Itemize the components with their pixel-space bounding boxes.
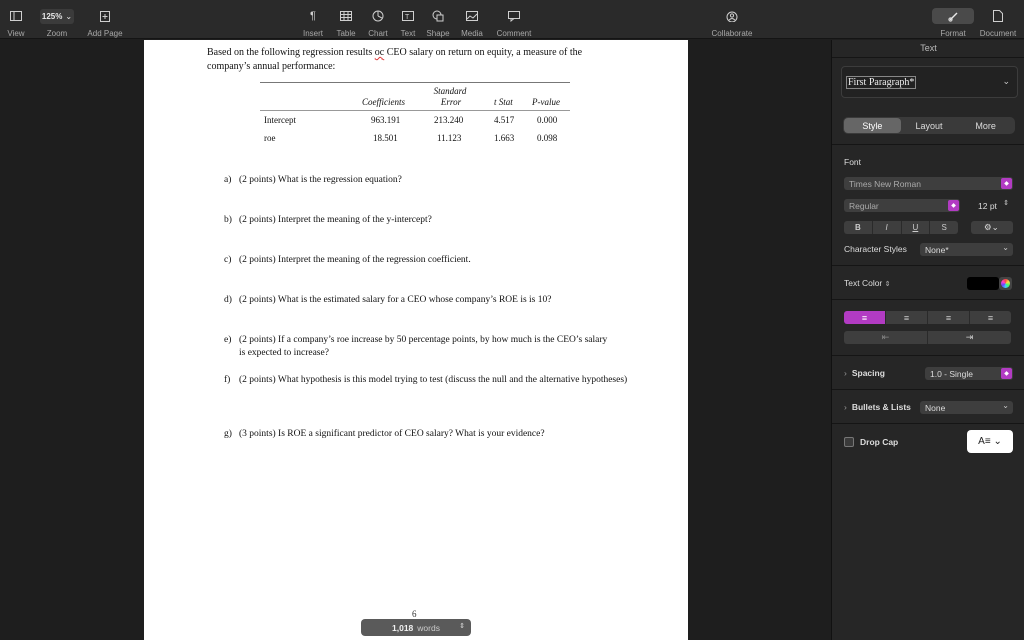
divider: [832, 299, 1024, 300]
question-b[interactable]: [224, 214, 634, 227]
bullets-value: None: [925, 402, 946, 413]
text-color-label[interactable]: Text Color ⇕: [844, 278, 891, 288]
zoom-label: Zoom: [46, 29, 68, 38]
divider: [832, 423, 1024, 424]
zoom-select[interactable]: [40, 9, 74, 24]
shape-label: Shape: [426, 29, 450, 38]
question-label: g): [224, 429, 232, 439]
cell-se: 11.123: [437, 133, 462, 143]
question-label: c): [224, 255, 232, 265]
question-text: (2 points) What hypothesis is this model trying to test (discuss the null and the alternative hypotheses): [239, 375, 628, 385]
format-sidebar: [831, 40, 1024, 640]
character-styles-label: Character Styles: [844, 244, 907, 254]
intro-paragraph[interactable]: [207, 46, 627, 74]
align-center-icon[interactable]: ≡: [886, 311, 928, 324]
alignment-buttons: [844, 311, 1011, 324]
cell-t: 1.663: [494, 133, 515, 143]
question-e[interactable]: [224, 334, 634, 360]
font-family-select[interactable]: [844, 177, 1013, 190]
intro-text-b: CEO salary on return on equity, a measure of the company’s annual performance:: [207, 47, 583, 72]
increase-indent-icon[interactable]: ⇥: [965, 332, 974, 342]
table-label: Table: [336, 29, 356, 38]
stepper-icon: ⇕: [1003, 200, 1009, 207]
divider: [832, 144, 1024, 145]
paragraph-icon: ¶: [310, 10, 316, 22]
collaborate-button[interactable]: [708, 0, 756, 39]
media-icon: [466, 5, 478, 27]
row-label: Intercept: [264, 115, 296, 125]
insert-label: Insert: [302, 29, 323, 38]
question-label: a): [224, 175, 232, 185]
text-label: Text: [400, 29, 416, 38]
table-header-row: [260, 83, 570, 111]
text-color-swatch[interactable]: [967, 277, 999, 290]
font-size-value: 12 pt: [978, 200, 997, 211]
question-c[interactable]: [224, 254, 634, 267]
table-button[interactable]: [333, 0, 359, 39]
toolbar: [0, 0, 1024, 39]
word-count-label: words: [417, 622, 440, 633]
document-button[interactable]: [976, 0, 1020, 39]
comment-label: Comment: [496, 29, 532, 38]
divider: [832, 265, 1024, 266]
underline-button[interactable]: U: [902, 221, 931, 234]
bullets-select[interactable]: [920, 401, 1013, 414]
decrease-indent-icon[interactable]: ⇤: [844, 331, 928, 344]
page-number: 6: [412, 609, 417, 619]
divider: [832, 355, 1024, 356]
text-tabs: [843, 117, 1015, 134]
shape-button[interactable]: [425, 0, 451, 39]
chart-button[interactable]: [365, 0, 391, 39]
header-coefficients: Coefficients: [362, 97, 405, 107]
spacing-select[interactable]: [925, 367, 1013, 380]
chevron-down-icon: ⌄: [1002, 401, 1009, 410]
media-label: Media: [461, 29, 483, 38]
font-label: Font: [844, 157, 862, 167]
strikethrough-button[interactable]: S: [941, 223, 947, 232]
shape-icon: [432, 5, 444, 27]
bullets-lists-disclosure[interactable]: › Bullets & Lists: [844, 402, 911, 412]
chevron-down-icon: ⌄: [65, 11, 73, 21]
format-button[interactable]: [931, 0, 975, 39]
justify-icon[interactable]: ≡: [987, 312, 994, 323]
collaborate-icon: [726, 5, 738, 27]
word-count-value: 1,018: [392, 622, 414, 633]
question-text: (2 points) What is the estimated salary for a CEO whose company’s ROE is is 10?: [239, 295, 552, 305]
color-wheel-icon[interactable]: [999, 277, 1012, 290]
format-label: Format: [940, 29, 966, 38]
question-label: f): [224, 375, 231, 385]
spacing-disclosure[interactable]: › Spacing: [844, 368, 885, 378]
spacing-value: 1.0 - Single: [930, 368, 973, 379]
question-g[interactable]: [224, 428, 634, 441]
font-style-value: Regular: [849, 200, 879, 211]
chevron-down-icon: ⌄: [1002, 243, 1009, 252]
insert-button[interactable]: [300, 0, 326, 39]
paragraph-style-value: First Paragraph*: [848, 77, 915, 88]
cell-se: 213.240: [434, 115, 464, 125]
svg-text:T: T: [405, 14, 410, 21]
zoom-value: 125%: [41, 11, 63, 21]
tab-style[interactable]: Style: [844, 118, 901, 133]
chart-label: Chart: [368, 29, 388, 38]
table-row: [260, 129, 570, 147]
question-text: (3 points) Is ROE a significant predictor of CEO salary? What is your evidence?: [239, 429, 545, 439]
header-standard: Standard: [433, 86, 467, 96]
collaborate-label: Collaborate: [711, 29, 753, 38]
tab-layout[interactable]: Layout: [915, 120, 943, 131]
divider: [832, 57, 1024, 58]
divider: [832, 389, 1024, 390]
header-t-stat: t Stat: [494, 97, 513, 107]
cell-t: 4.517: [494, 115, 515, 125]
add-page-button[interactable]: [86, 0, 124, 39]
question-label: b): [224, 215, 232, 225]
cell-p: 0.000: [537, 115, 558, 125]
media-button[interactable]: [459, 0, 485, 39]
text-button[interactable]: [395, 0, 421, 39]
up-down-chevron-icon: ◆: [948, 200, 959, 211]
cell-p: 0.098: [537, 133, 558, 143]
align-left-icon[interactable]: ≡: [844, 311, 886, 324]
drop-cap-label: Drop Cap: [860, 437, 899, 447]
font-style-select[interactable]: [844, 199, 960, 212]
comment-button[interactable]: [494, 0, 534, 39]
question-text: (2 points) If a company’s roe increase by 50 percentage points, by how much is the CEO’s salary is expected to increase?: [239, 335, 608, 358]
cell-coef: 18.501: [373, 133, 398, 143]
indent-buttons: [844, 331, 1011, 344]
question-a[interactable]: [224, 174, 634, 187]
align-right-icon[interactable]: ≡: [928, 311, 970, 324]
document-canvas[interactable]: [0, 40, 831, 640]
header-error: Error: [440, 97, 462, 107]
table-icon: [340, 5, 352, 27]
table-row: [260, 111, 570, 129]
view-label: View: [7, 29, 25, 38]
bold-button[interactable]: B: [844, 221, 873, 234]
drop-cap-icon: A≡ ⌄: [978, 436, 1002, 447]
chevron-right-icon: ›: [844, 368, 847, 378]
add-page-label: Add Page: [87, 29, 123, 38]
question-d[interactable]: [224, 294, 634, 307]
sidebar-title: Text: [920, 43, 937, 53]
up-down-chevron-icon: ⇕: [884, 281, 891, 288]
italic-button[interactable]: I: [873, 221, 902, 234]
up-down-arrows-icon: ⇕: [459, 623, 465, 630]
font-family-value: Times New Roman: [849, 178, 921, 189]
intro-text-a: Based on the following regression results: [207, 47, 375, 58]
up-down-chevron-icon: ◆: [1001, 368, 1012, 379]
chevron-down-icon: ⌄: [1002, 76, 1010, 86]
zoom-control[interactable]: [38, 0, 76, 39]
sidebar-icon: [10, 5, 22, 27]
question-f[interactable]: [224, 374, 634, 387]
up-down-chevron-icon: ◆: [1001, 178, 1012, 189]
text-box-icon: [402, 5, 414, 27]
gear-icon: ⚙⌄: [984, 222, 999, 232]
question-text: (2 points) Interpret the meaning of the y-intercept?: [239, 215, 432, 225]
add-page-icon: [100, 5, 110, 27]
comment-icon: [508, 5, 520, 27]
header-p-value: P-value: [532, 97, 560, 107]
view-button[interactable]: [4, 0, 28, 39]
text-options-button[interactable]: [971, 221, 1013, 234]
word-count-button[interactable]: [361, 619, 471, 636]
paintbrush-icon: [932, 8, 974, 24]
document-page[interactable]: [144, 40, 688, 640]
question-text: (2 points) What is the regression equation?: [239, 175, 402, 185]
row-label: roe: [264, 133, 276, 143]
drop-cap-style-button[interactable]: [967, 430, 1013, 453]
text-style-buttons: [844, 221, 958, 234]
document-label: Document: [979, 29, 1017, 38]
paragraph-style-select[interactable]: [841, 66, 1018, 98]
tab-more[interactable]: More: [975, 120, 996, 131]
chart-icon: [372, 5, 384, 27]
question-text: (2 points) Interpret the meaning of the regression coefficient.: [239, 255, 471, 265]
regression-table[interactable]: [260, 82, 570, 147]
question-label: d): [224, 295, 232, 305]
document-icon: [993, 5, 1003, 27]
chevron-right-icon: ›: [844, 402, 847, 412]
character-styles-value: None*: [925, 244, 949, 255]
character-styles-select[interactable]: [920, 243, 1013, 256]
question-label: e): [224, 335, 232, 345]
misspelled-word[interactable]: oc: [374, 47, 385, 58]
font-size-stepper[interactable]: [969, 199, 1013, 212]
cell-coef: 963.191: [371, 115, 401, 125]
drop-cap-checkbox[interactable]: [844, 437, 854, 447]
